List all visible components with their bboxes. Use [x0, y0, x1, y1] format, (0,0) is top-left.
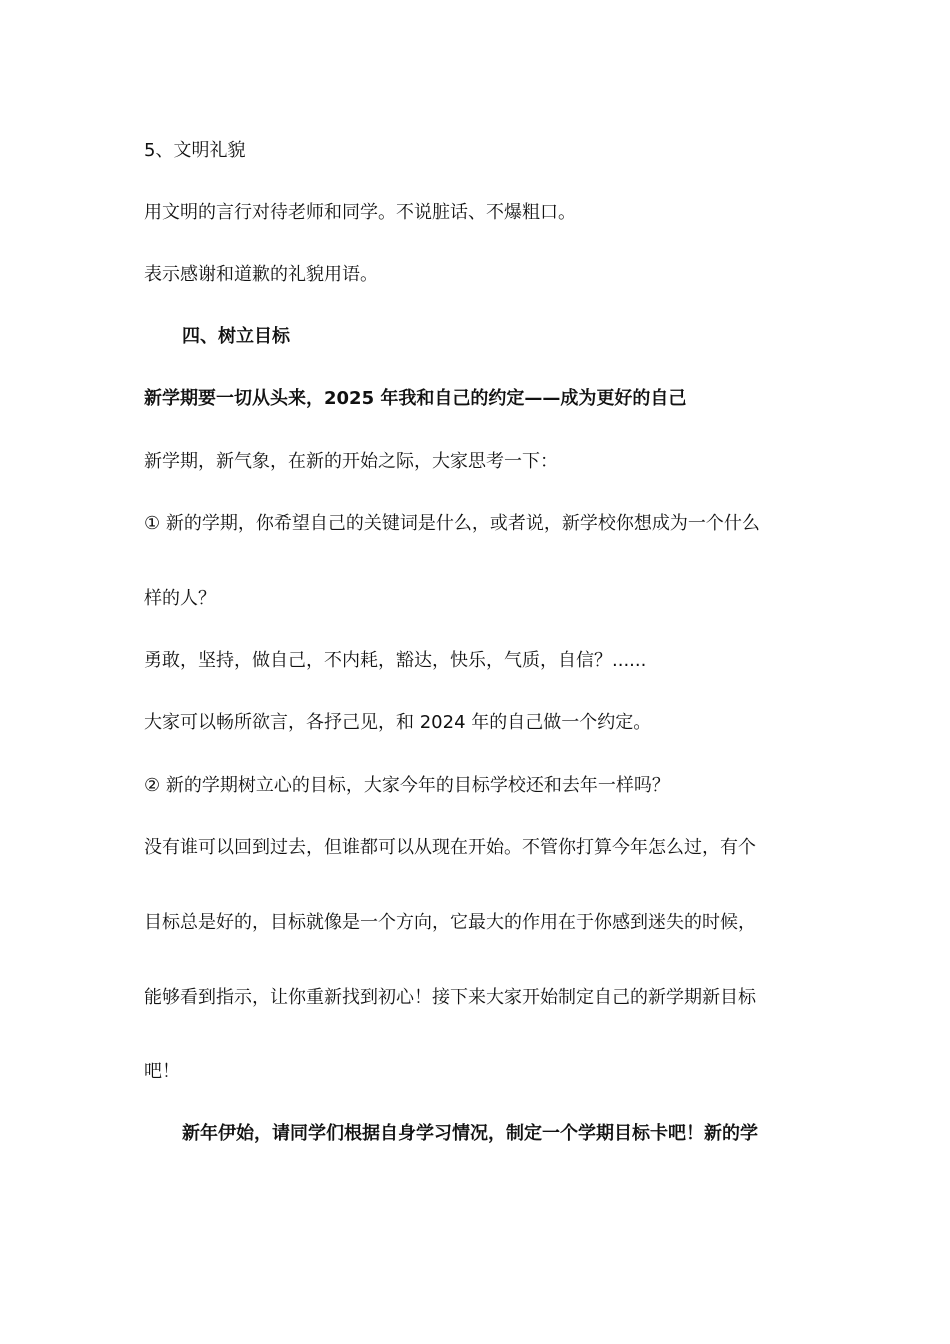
- paragraph-line: 没有谁可以回到过去，但谁都可以从现在开始。不管你打算今年怎么过，有个: [144, 837, 756, 858]
- paragraph-line: 吧！: [144, 1061, 180, 1082]
- paragraph-line: 新学期，新气象，在新的开始之际，大家思考一下：: [144, 451, 558, 472]
- question-two-line: ② 新的学期树立心的目标，大家今年的目标学校还和去年一样吗？: [144, 775, 670, 796]
- bold-paragraph-line: 新年伊始，请同学们根据自身学习情况，制定一个学期目标卡吧！新的学: [182, 1123, 758, 1144]
- subheading-promise: 新学期要一切从头来，2025 年我和自己的约定——成为更好的自己: [144, 388, 687, 409]
- section-heading-goals: 四、树立目标: [182, 326, 290, 347]
- paragraph-line: 用文明的言行对待老师和同学。不说脏话、不爆粗口。: [144, 202, 576, 223]
- paragraph-line: 能够看到指示，让你重新找到初心！接下来大家开始制定自己的新学期新目标: [144, 987, 756, 1008]
- paragraph-line: 目标总是好的，目标就像是一个方向，它最大的作用在于你感到迷失的时候，: [144, 912, 756, 933]
- question-one-line: ① 新的学期，你希望自己的关键词是什么，或者说，新学校你想成为一个什么: [144, 513, 760, 534]
- paragraph-line: 大家可以畅所欲言，各抒己见，和 2024 年的自己做一个约定。: [144, 712, 652, 733]
- paragraph-line: 表示感谢和道歉的礼貌用语。: [144, 264, 378, 285]
- question-one-line: 样的人？: [144, 588, 216, 609]
- section-heading-civility: 5、文明礼貌: [144, 140, 246, 161]
- paragraph-line: 勇敢，坚持，做自己，不内耗，豁达，快乐，气质，自信？......: [144, 650, 647, 671]
